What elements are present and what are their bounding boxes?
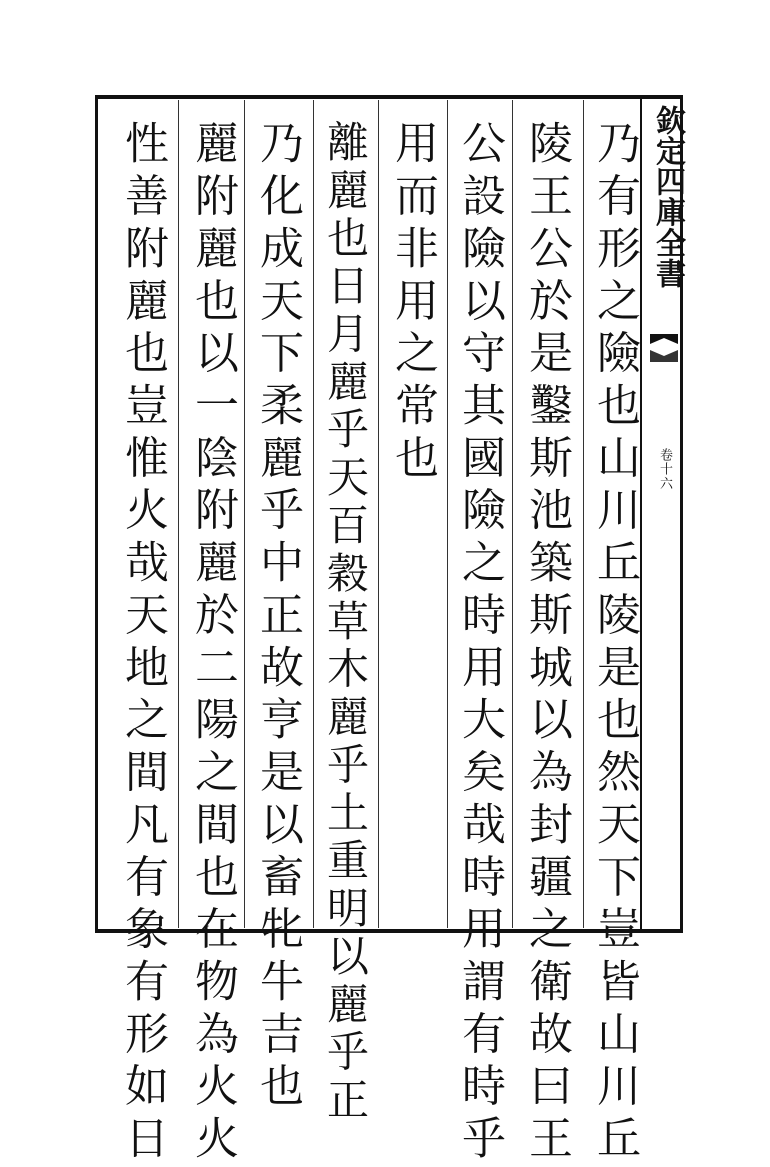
text-column-5: 離麗也日月麗乎天百穀草木麗乎土重明以麗乎正 [321, 120, 370, 1126]
fish-tail-mark-icon [648, 330, 680, 366]
column-rule [512, 100, 513, 928]
text-column-4: 用而非用之常也 [387, 120, 438, 487]
text-column-2: 陵王公於是鑿斯池築斯城以為封疆之衛故曰王 [521, 120, 572, 1167]
text-column-8: 性善附麗也豈惟火哉天地之間凡有象有形如日 [117, 120, 168, 1167]
column-rule [313, 100, 314, 928]
column-rule [447, 100, 448, 928]
column-rule [178, 100, 179, 928]
column-rule [583, 100, 584, 928]
text-column-7: 麗附麗也以一陰附麗於二陽之間也在物為火火 [187, 120, 238, 1167]
volume-label: 卷十六 [657, 448, 672, 491]
column-rule [244, 100, 245, 928]
text-column-1: 乃有形之險也山川丘陵是也然天下豈皆山川丘 [589, 120, 640, 1167]
book-title: 欽定四庫全書 [650, 105, 685, 289]
text-column-6: 乃化成天下柔麗乎中正故亨是以畜牝牛吉也 [252, 120, 303, 1115]
column-rule [378, 100, 379, 928]
text-column-3: 公設險以守其國險之時用大矣哉時用謂有時乎 [454, 120, 505, 1167]
